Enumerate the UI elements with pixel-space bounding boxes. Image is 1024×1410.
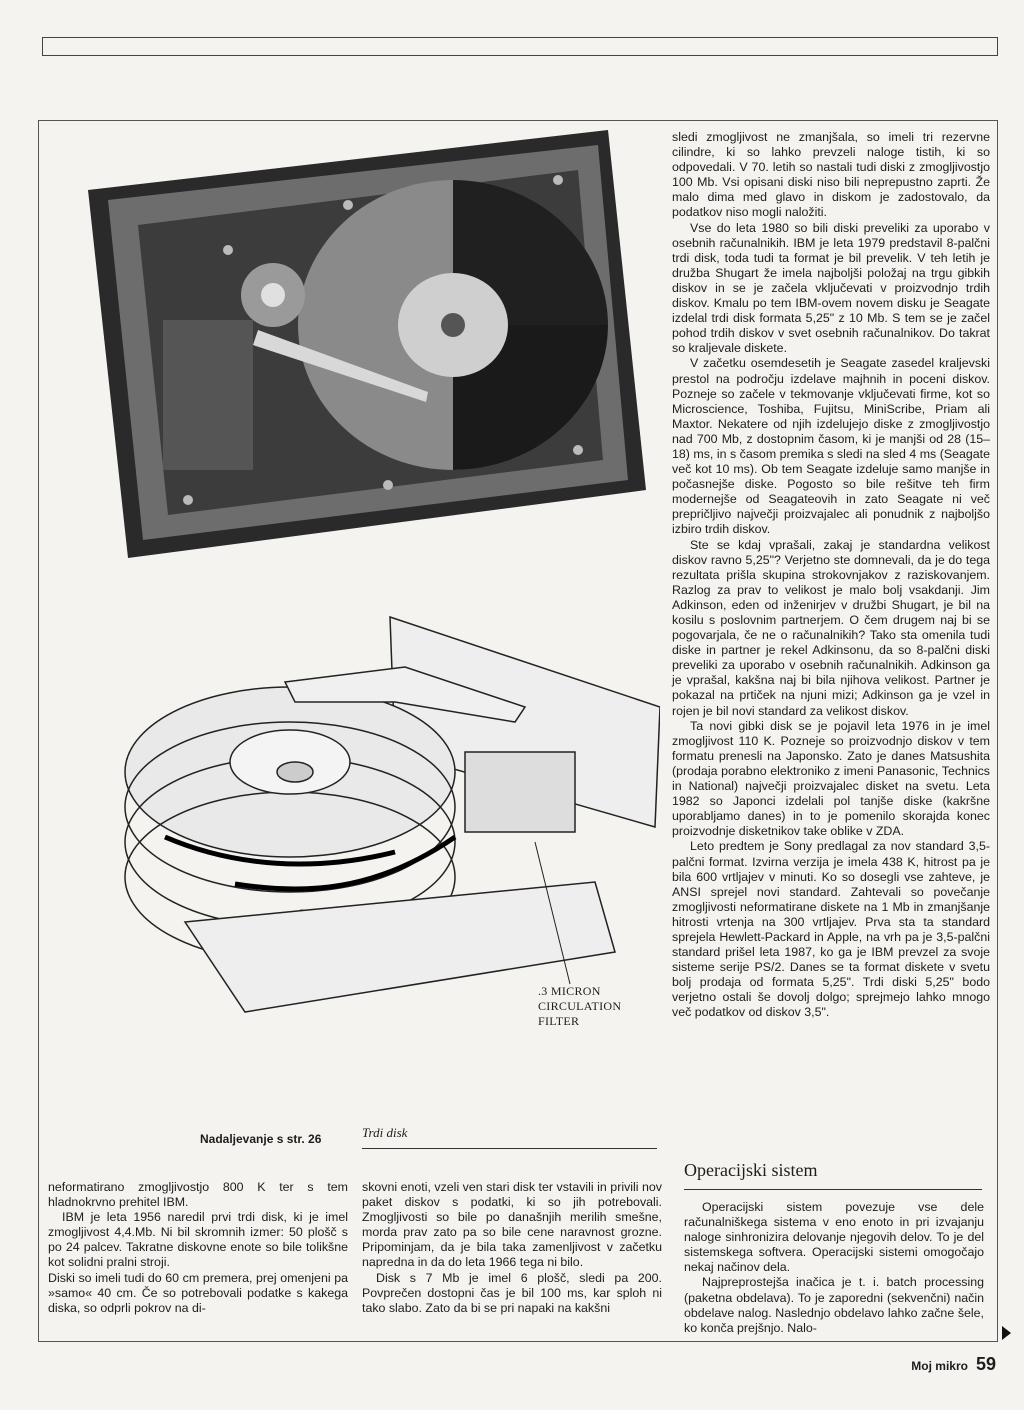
bottom-left-column <box>48 1180 348 1316</box>
operating-system-text <box>684 1200 984 1336</box>
figure-callout-filter: .3 MICRON CIRCULATION FILTER <box>538 984 622 1028</box>
paragraph: skovni enoti, vzeli ven stari disk ter vstavili in privili nov paket diskov s podatki, ki so jih potrebovali. Zmogljivosti so bile po današnjih merilih smešne, morda prav zato pa so bile cene naravnost grozne. Pripominjam, da je bila taka zamenljivost v začetku napredna in da do leta 1966 tega ni bilo. <box>362 1180 662 1270</box>
figure-caption: Trdi disk <box>362 1125 657 1149</box>
hard-disk-photo <box>88 130 646 558</box>
paragraph: V začetku osemdesetih je Seagate zasedel kraljevski prestol na področju izdelave majhnih in poceni diskov. Pozneje so začele v tekmovanje vključevati firme, kot so Microscience, Toshiba, Fujitsu, MiniScribe, Priam ali Maxtor. Nekatere od njih izdelujejo diske z zmogljivostjo nad 700 Mb, z dostopnim časom, ki je manjši od 28 (15–18) ms, in s časom premika s sledi na sled 4 ms (Seagate več kot 10 ms). Ob tem Seagate izdeluje samo manjše in počasnejše diske. Pogosto so bile rešitve teh firm modernejše od Seagateovih in zato Seagate ni več prepričljivo največji proizvajalec ali ponudnik z najboljšo izbiro trdih diskov. <box>672 356 990 537</box>
page-footer <box>911 1354 996 1375</box>
paragraph: Ta novi gibki disk se je pojavil leta 1976 in je imel zmogljivost 110 K. Pozneje so proizvodnjo diskov v tem formatu prenesli na Japonsko. Zato je danes Matsushita (prodaja porabno elektroniko z imeni Panasonic, Technics in National) največji proizvajalec disket na svetu. Leta 1982 so Japonci izdelali pol tanjše diske (kakršne uporabljamo danes) in to je pomenilo skorajda konec proizvodnje disketnikov take oblike v ZDA. <box>672 718 990 839</box>
top-frame-rule <box>42 37 998 56</box>
paragraph: Disk s 7 Mb je imel 6 plošč, sledi pa 200. Povprečen dostopni čas je bil 100 ms, kar sploh ni tako slabo. Zato da bi se pri napaki na kakšni <box>362 1270 662 1315</box>
paragraph: IBM je leta 1956 naredil prvi trdi disk, ki je imel zmogljivost 4,4.Mb. Ni bil skromnih izmer: 50 plošč s po 24 palcev. Takratne diskovne enote so bile tolikšne kot solidni pralni stroji. <box>48 1210 348 1270</box>
hard-disk-drawing <box>95 612 660 1042</box>
right-column-text <box>672 130 990 1021</box>
paragraph: sledi zmogljivost ne zmanjšala, so imeli tri rezervne cilindre, ki so lahko prevzeli naloge tistih, ki so odpovedali. V 70. letih so nastali tudi diski z zmogljivostjo 100 Mb. Vsi opisani diski niso bili neprepustno zaprti. Že malo dima med glavo in diskom je zadostovalo, da podatkov niso mogli naložiti. <box>672 130 990 220</box>
page-number: 59 <box>975 1354 996 1374</box>
magazine-name: Moj mikro <box>911 1359 968 1373</box>
bottom-middle-column <box>362 1180 662 1316</box>
paragraph: Leto predtem je Sony predlagal za nov standard 3,5-palčni format. Izvirna verzija je imela 438 K, hitrost pa je bila 600 vrtljajev v minuti. Ko so dosegli vse zahteve, je ANSI sprejel novi standard. Zahtevali so povečanje zmogljivosti neformatirane diskete na 1 Mb in zmanjšanje hitrosti vrtenja na 300 vrtljajev. Prva sta ta standard sprejela Hewlett-Packard in Apple, na vrh pa je 3,5-palčni standard prišel leta 1987, ko ga je IBM prevzel za svoje sisteme serije PS/2. Danes se ta format diskete v svetu bolj prodaja od formata 5,25". Trdi diski 5,25" bodo verjetno ostali še dovolj dolgo; sprejmejo lahko mnogo več podatkov od diskov 3,5". <box>672 839 990 1020</box>
paragraph: Ste se kdaj vprašali, zakaj je standardna velikost diskov ravno 5,25"? Verjetno ste domnevali, da je do tega rezultata prišla skupina strokovnjakov z raziskovanjem. Razlog za prav to velikost je malo bolj vsakdanji. Jim Adkinson, eden od inženirjev v družbi Shugart, je bil na kosilu s poslovnim partnerjem. O čem drugem naj bi se pogovarjala, če ne o računalnikih? Tako sta omenila tudi diske in partner je rekel Adkinsonu, da so 8-palčni diski preveliki za uporabo v osebnih računalnikih. Adkinson ga je vprašal, kakšna naj bi bila njihova velikost. Partner je pokazal na prtiček na njuni mizi; Adkinson ga je vzel in rojen je bil novi standard za velikost diskov. <box>672 537 990 718</box>
section-heading: Operacijski sistem <box>684 1160 982 1190</box>
paragraph: neformatirano zmogljivostjo 800 K ter s tem hladnokrvno prehitel IBM. <box>48 1180 348 1210</box>
paragraph: Operacijski sistem povezuje vse dele računalniškega sistema v eno enoto in pri izvajanju naloge sinhronizira delovanje njegovih delov. To je del sistemskega softvera. Operacijski sistemi omogočajo nekaj načinov dela. <box>684 1200 984 1275</box>
paragraph: Vse do leta 1980 so bili diski preveliki za uporabo v osebnih računalnikih. IBM je leta 1979 predstavil 8-palčni trdi disk, toda tudi ta format je bil prevelik. V teh letih je družba Shugart že imela najboljši položaj na trgu gibkih diskov in se je začela vključevati v proizvodnjo trdih diskov. Kmalu po tem IBM-ovem novem disku je Seagate izdelal trdi disk formata 5,25" z 10 Mb. S tem se je začel pohod trdih diskov v svet osebnih računalnikov. Do takrat so kraljevale diskete. <box>672 220 990 356</box>
paragraph: Diski so imeli tudi do 60 cm premera, prej omenjeni pa »samo« 40 cm. Če so potrebovali podatke s kakega diska, so odprli pokrov na di- <box>48 1270 348 1315</box>
continue-arrow-icon <box>1002 1326 1011 1340</box>
paragraph: Najpreprostejša inačica je t. i. batch processing (paketna obdelava). To je zaporedni (sekvenčni) način obdelave nalog. Naslednjo obdelavo lahko začne šele, ko konča prejšnjo. Nalo- <box>684 1275 984 1335</box>
continued-note: Nadaljevanje s str. 26 <box>200 1132 322 1146</box>
